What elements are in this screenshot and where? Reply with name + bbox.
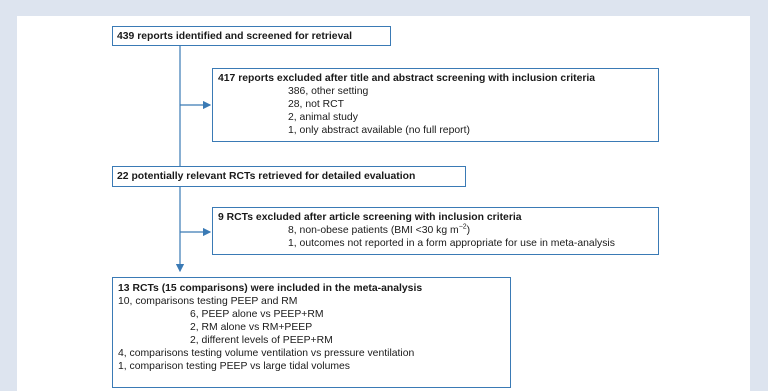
box-retrieved-title: 22 potentially relevant RCTs retrieved for detailed evaluation — [117, 171, 416, 182]
box-retrieved — [112, 166, 466, 187]
exclusion-reason-non-obese: 8, non-obese patients (BMI <30 kg $m^{-2}$) — [288, 223, 471, 236]
included-volume-vs-pressure: 4, comparisons testing volume ventilation vs pressure ventilation — [118, 348, 415, 359]
included-sub-peep-levels: 2, different levels of PEEP+RM — [190, 335, 333, 346]
included-sub-rm-alone: 2, RM alone vs RM+PEEP — [190, 322, 313, 333]
box-included-title: 13 RCTs (15 comparisons) were included in the meta-analysis — [118, 283, 423, 294]
box-identified-title: 439 reports identified and screened for retrieval — [117, 31, 353, 42]
included-sub-peep-alone: 6, PEEP alone vs PEEP+RM — [190, 309, 324, 320]
exclusion-reason-not-rct: 28, not RCT — [288, 99, 345, 110]
flowchart-canvas — [17, 16, 750, 391]
box-excluded-title-abstract — [212, 68, 659, 142]
box-identified — [112, 26, 391, 46]
included-peep-vs-tidal: 1, comparison testing PEEP vs large tidal volumes — [118, 361, 350, 372]
box-excluded-article-heading: 9 RCTs excluded after article screening with inclusion criteria — [218, 212, 522, 223]
included-peep-rm: 10, comparisons testing PEEP and RM — [118, 296, 298, 307]
box-excluded-title-abstract-heading: 417 reports excluded after title and abstract screening with inclusion criteria — [218, 73, 596, 84]
box-excluded-article — [212, 207, 659, 255]
exclusion-reason-abstract-only: 1, only abstract available (no full report) — [288, 125, 470, 136]
exclusion-reason-outcomes-not-reported: 1, outcomes not reported in a form appropriate for use in meta-analysis — [288, 238, 615, 249]
box-included — [112, 277, 511, 388]
exclusion-reason-other-setting: 386, other setting — [288, 86, 369, 97]
exclusion-reason-animal-study: 2, animal study — [288, 112, 358, 123]
